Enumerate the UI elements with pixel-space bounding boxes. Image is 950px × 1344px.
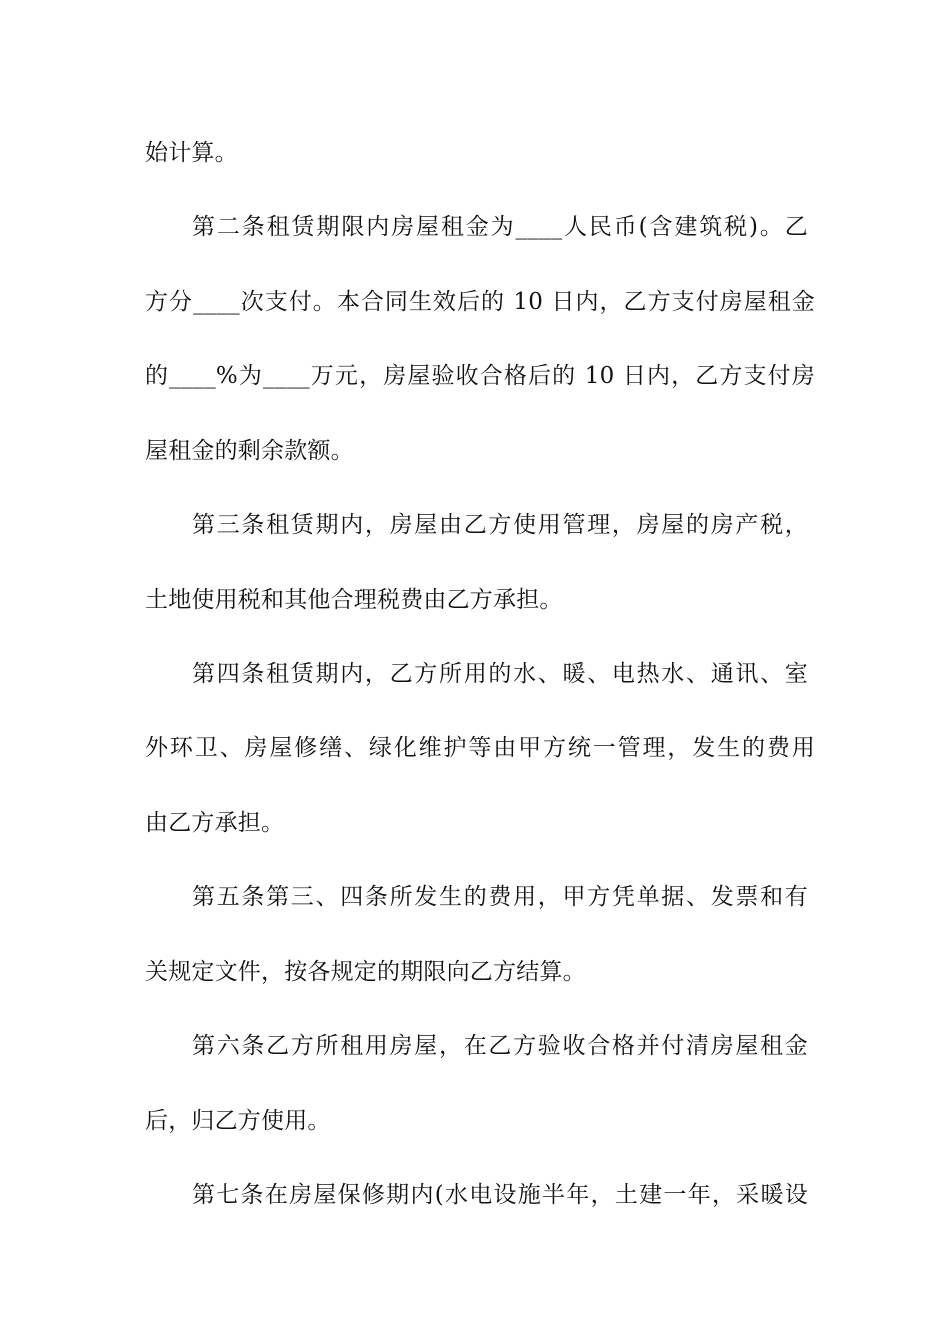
text-line: 第六条乙方所租用房屋，在乙方验收合格并付清房屋租金	[192, 1033, 808, 1059]
text-line: 外环卫、房屋修缮、绿化维护等由甲方统一管理，发生的费用	[145, 735, 815, 761]
text-line: 第五条第三、四条所发生的费用，甲方凭单据、发票和有	[192, 884, 808, 910]
text-line: 关规定文件，按各规定的期限向乙方结算。	[145, 959, 586, 985]
text-line: 由乙方承担。	[145, 810, 285, 836]
text-line: 始计算。	[145, 140, 238, 166]
text-line: 屋租金的剩余款额。	[145, 438, 354, 464]
text-line: 第四条租赁期内，乙方所用的水、暖、电热水、通讯、室	[192, 661, 808, 687]
text-line: 后，归乙方使用。	[145, 1108, 331, 1134]
text-line: 第三条租赁期内，房屋由乙方使用管理，房屋的房产税，	[192, 512, 808, 538]
text-line: 土地使用税和其他合理税费由乙方承担。	[145, 587, 563, 613]
text-line: 的____%为____万元，房屋验收合格后的 10 日内，乙方支付房	[145, 363, 815, 389]
text-line: 方分____次支付。本合同生效后的 10 日内，乙方支付房屋租金	[145, 289, 815, 315]
text-line: 第二条租赁期限内房屋租金为____人民币(含建筑税)。乙	[192, 214, 808, 240]
text-line: 第七条在房屋保修期内(水电设施半年，土建一年，采暖设	[192, 1182, 808, 1208]
